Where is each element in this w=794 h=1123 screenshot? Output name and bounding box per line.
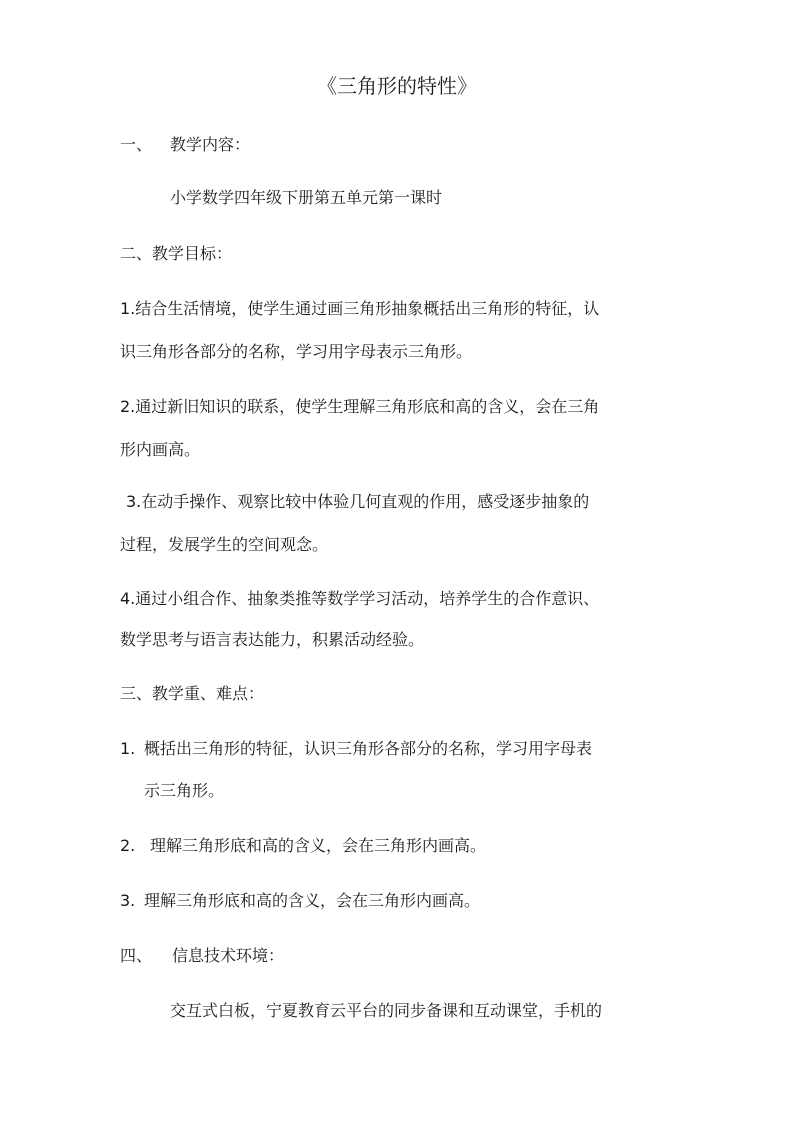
list-item-line: 形内画高。 xyxy=(120,440,201,459)
paragraph-line: 交互式白板，宁夏教育云平台的同步备课和互动课堂，手机的 xyxy=(170,1001,603,1020)
list-number: 3. xyxy=(120,891,136,910)
section-number: 一、 xyxy=(120,135,153,154)
list-item-line: 3.在动手操作、观察比较中体验几何直观的作用，感受逐步抽象的 xyxy=(126,492,590,511)
paragraph-line: 小学数学四年级下册第五单元第一课时 xyxy=(170,188,443,207)
list-number: 1. xyxy=(120,739,136,758)
list-item-line: 理解三角形底和高的含义，会在三角形内画高。 xyxy=(144,891,481,910)
section-heading: 三、教学重、难点： xyxy=(120,684,265,703)
document-title: 《三角形的特性》 xyxy=(317,74,477,98)
list-item-line: 理解三角形底和高的含义，会在三角形内画高。 xyxy=(150,836,487,855)
list-item-line: 2.通过新旧知识的联系，使学生理解三角形底和高的含义，会在三角 xyxy=(120,397,600,416)
list-item-line: 4.通过小组合作、抽象类推等数学学习活动，培养学生的合作意识、 xyxy=(120,589,600,608)
list-item-line: 示三角形。 xyxy=(144,781,225,800)
list-item-line: 概括出三角形的特征，认识三角形各部分的名称，学习用字母表 xyxy=(144,739,593,758)
section-heading: 信息技术环境： xyxy=(172,946,285,965)
list-item-line: 1.结合生活情境，使学生通过画三角形抽象概括出三角形的特征，认 xyxy=(120,299,600,318)
list-item-line: 识三角形各部分的名称，学习用字母表示三角形。 xyxy=(120,342,473,361)
list-item-line: 过程，发展学生的空间观念。 xyxy=(120,535,329,554)
section-heading: 教学内容： xyxy=(170,135,251,154)
list-item-line: 数学思考与语言表达能力，积累活动经验。 xyxy=(120,630,425,649)
section-heading: 二、教学目标： xyxy=(120,244,233,263)
list-number: 2. xyxy=(120,836,136,855)
section-number: 四、 xyxy=(120,946,153,965)
